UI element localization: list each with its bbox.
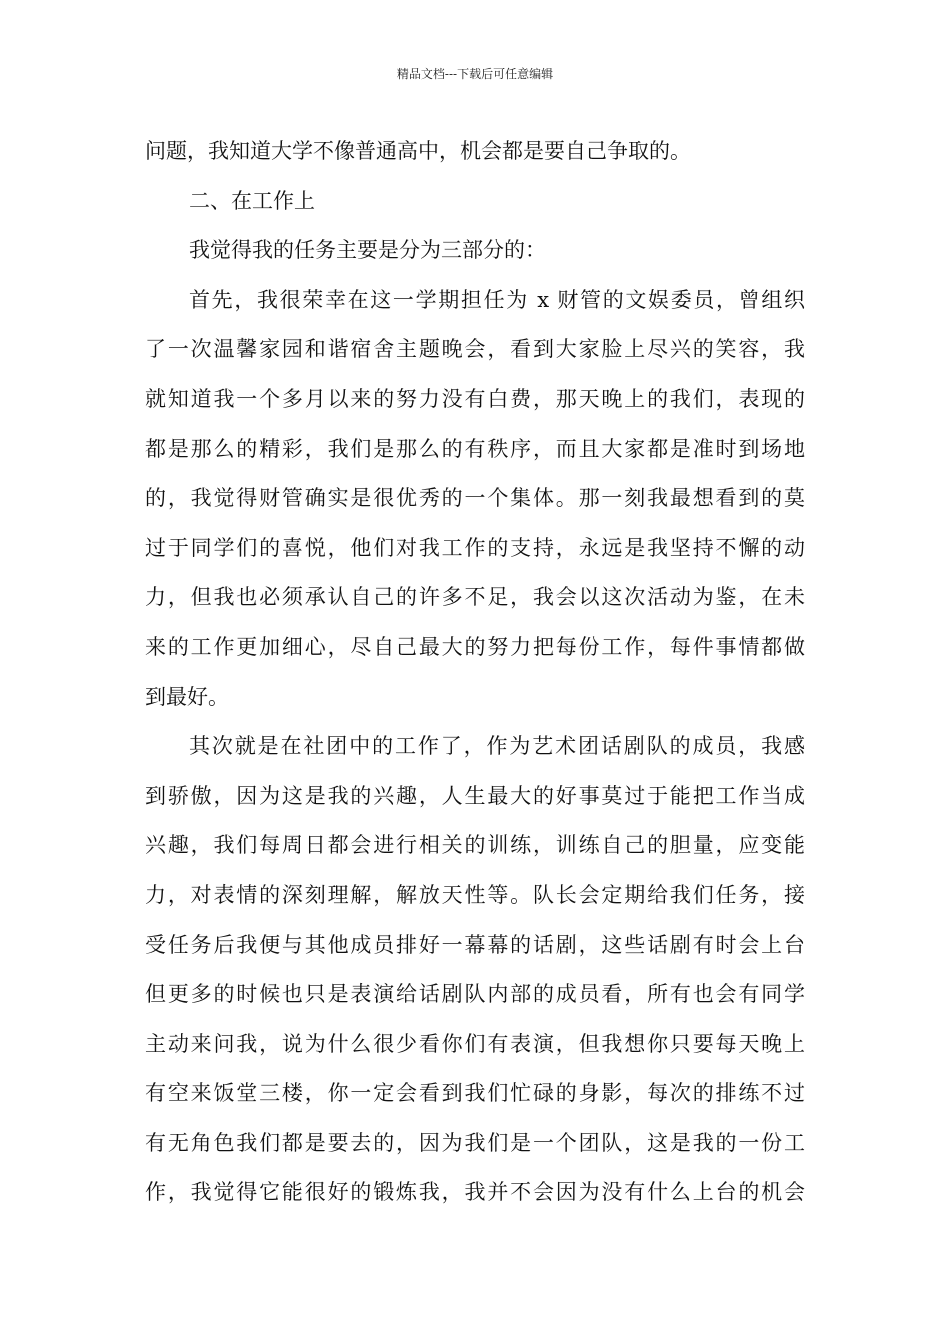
text-line: 都是那么的精彩，我们是那么的有秩序，而且大家都是准时到场地 (145, 436, 805, 461)
text-line: 有无角色我们都是要去的，因为我们是一个团队，这是我的一份工 (145, 1130, 805, 1155)
text-line: 受任务后我便与其他成员排好一幕幕的话剧，这些话剧有时会上台 (145, 932, 805, 957)
text-line: 其次就是在社团中的工作了，作为艺术团话剧队的成员，我感 (189, 734, 805, 759)
paragraph (145, 127, 805, 177)
text-line: 来的工作更加细心，尽自己最大的努力把每份工作，每件事情都做 (145, 634, 805, 659)
document-body (145, 127, 805, 1218)
text-line: 的，我觉得财管确实是很优秀的一个集体。那一刻我最想看到的莫 (145, 486, 805, 511)
text-line: 首先，我很荣幸在这一学期担任为 x 财管的文娱委员，曾组织 (189, 287, 805, 312)
text-line: 了一次温馨家园和谐宿舍主题晚会，看到大家脸上尽兴的笑容，我 (145, 337, 805, 362)
text-line: 主动来问我，说为什么很少看你们有表演，但我想你只要每天晚上 (145, 1031, 805, 1056)
text-line: 过于同学们的喜悦，他们对我工作的支持，永远是我坚持不懈的动 (145, 535, 805, 560)
text-line: 到最好。 (145, 684, 229, 709)
text-line: 到骄傲，因为这是我的兴趣，人生最大的好事莫过于能把工作当成 (145, 783, 805, 808)
section-heading (145, 177, 805, 227)
text-line: 力，但我也必须承认自己的许多不足，我会以这次活动为鉴，在未 (145, 585, 805, 610)
text-line: 有空来饭堂三楼，你一定会看到我们忙碌的身影，每次的排练不过 (145, 1081, 805, 1106)
page-header: 精品文档---下载后可任意编辑 (396, 67, 554, 81)
paragraph (145, 276, 805, 722)
text-line: 力，对表情的深刻理解，解放天性等。队长会定期给我们任务，接 (145, 882, 805, 907)
text-line: 二、在工作上 (189, 188, 315, 213)
text-line: 我觉得我的任务主要是分为三部分的： (189, 238, 546, 263)
text-line: 兴趣，我们每周日都会进行相关的训练，训练自己的胆量，应变能 (145, 833, 805, 858)
text-line: 作，我觉得它能很好的锻炼我，我并不会因为没有什么上台的机会 (145, 1180, 805, 1205)
text-line: 问题，我知道大学不像普通高中，机会都是要自己争取的。 (145, 139, 691, 163)
text-line: 但更多的时候也只是表演给话剧队内部的成员看，所有也会有同学 (145, 982, 805, 1007)
paragraph (145, 226, 805, 276)
text-line: 就知道我一个多月以来的努力没有白费，那天晚上的我们，表现的 (145, 386, 805, 411)
paragraph (145, 722, 805, 1218)
